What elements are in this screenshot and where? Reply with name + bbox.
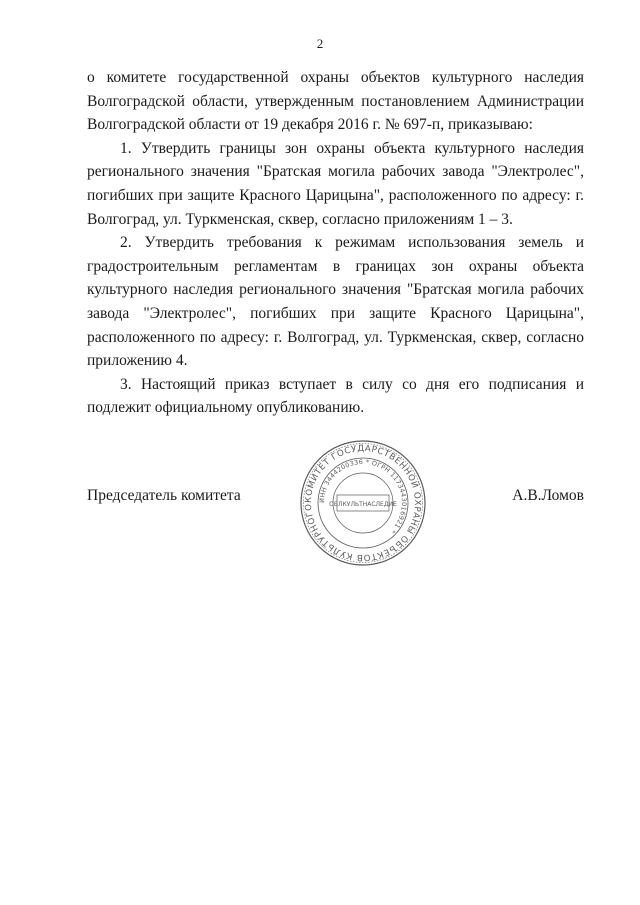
signatory-title: Председатель комитета — [87, 487, 241, 504]
official-seal — [298, 438, 428, 568]
document-body — [87, 66, 584, 420]
seal-outer-text: КОМИТЕТ ГОСУДАРСТВЕННОЙ ОХРАНЫ ОБЪЕКТОВ КУЛЬТУРНОГО — [303, 443, 423, 563]
seal-center-text: ОБЛКУЛЬТНАСЛЕДИЕ — [329, 501, 397, 508]
signatory-name: А.В.Ломов — [512, 487, 584, 504]
paragraph-item-1: 1. Утвердить границы зон охраны объекта культурного наследия регионального значения "Братская могила рабочих завода "Электролес", погибших при защите Красного Царицына", расположенного по адресу: г. Волгоград, ул. Туркменская, сквер, согласно приложениям 1 – 3. — [87, 139, 584, 228]
paragraph-item-2: 2. Утвердить требования к режимам использования земель и градостроительным регламентам в границах зон охраны объекта культурного наследия регионального значения "Братская могила рабочих завода "Электролес", погибших при защите Красного Царицына", расположенного по адресу: г. Волгоград, ул. Туркменская, сквер, согласно приложению 4. — [87, 234, 584, 370]
paragraph-item-3: 3. Настоящий приказ вступает в силу со дня его подписания и подлежит официальному опубликованию. — [87, 375, 584, 417]
seal-inner-text: ИНН 3444200336 * ОГРН 1173443016921 * — [317, 457, 409, 536]
seal-icon — [298, 438, 428, 568]
page-number: 2 — [316, 36, 324, 51]
paragraph-intro: о комитете государственной охраны объектов культурного наследия Волгоградской области, утвержденным постановлением Администрации Волгоградской области от 19 декабря 2016 г. № 697-п, приказываю: — [87, 69, 584, 134]
